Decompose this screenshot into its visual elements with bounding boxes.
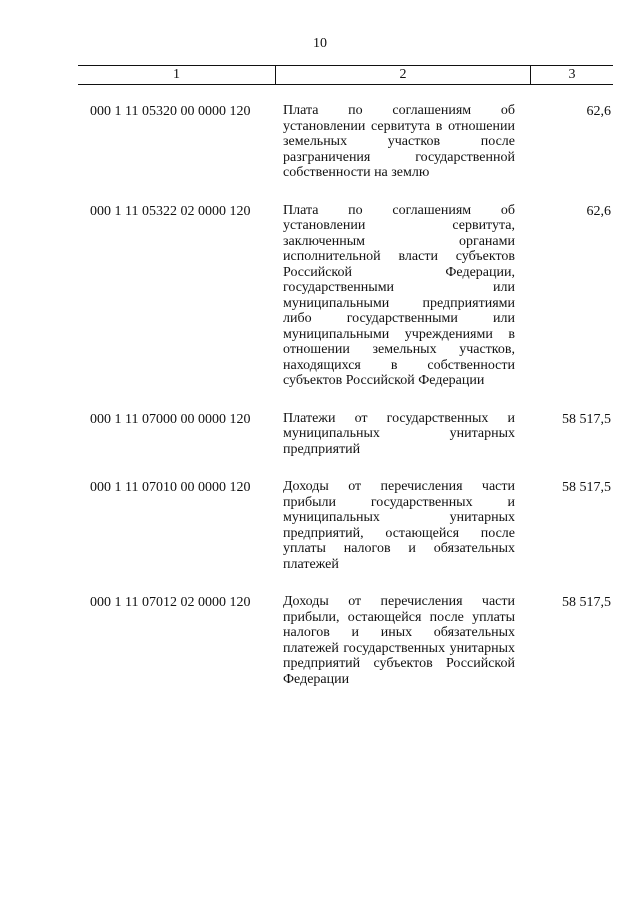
row-name: Платежи от государственных и муниципальных унитарных предприятий (283, 410, 515, 457)
table-body (78, 103, 613, 709)
row-amount: 58 517,5 (562, 480, 611, 495)
page-number: 10 (313, 36, 327, 51)
header-col-2: 2 (276, 66, 531, 84)
row-amount: 62,6 (586, 203, 611, 219)
table-row (78, 594, 613, 687)
header-col-3: 3 (568, 67, 576, 82)
row-name: Плата по соглашениям об установлении сервитута, заключенным органами исполнительной власти субъектов Российской Федерации, государственными или муниципальными предприятиями либо государственными или муниципальными учреждениями в отношении земельных участков, находящихся в собственности субъектов Российской Федерации (283, 202, 515, 388)
row-amount: 58 517,5 (562, 411, 611, 427)
row-amount: 58 517,5 (562, 595, 611, 610)
table-header (78, 65, 613, 85)
header-col-1: 1 (78, 66, 276, 84)
table-row (78, 411, 613, 458)
row-name: Доходы от перечисления части прибыли государственных и муниципальных унитарных предприятий, остающейся после уплаты налогов и обязательных платежей (283, 479, 515, 572)
table-row (78, 103, 613, 181)
row-code: 000 1 11 05322 02 0000 120 (90, 203, 251, 219)
row-code: 000 1 11 07010 00 0000 120 (90, 480, 251, 495)
row-code: 000 1 11 07000 00 0000 120 (90, 411, 251, 427)
row-amount: 62,6 (586, 104, 611, 119)
row-code: 000 1 11 07012 02 0000 120 (90, 595, 251, 610)
row-name: Доходы от перечисления части прибыли, остающейся после уплаты налогов и иных обязательных платежей государственных унитарных предприятий субъектов Российской Федерации (283, 594, 515, 687)
table-row (78, 203, 613, 389)
row-name: Плата по соглашениям об установлении сервитута в отношении земельных участков после разграничения государственной собственности на землю (283, 103, 515, 180)
table-row (78, 479, 613, 572)
row-code: 000 1 11 05320 00 0000 120 (90, 104, 251, 119)
